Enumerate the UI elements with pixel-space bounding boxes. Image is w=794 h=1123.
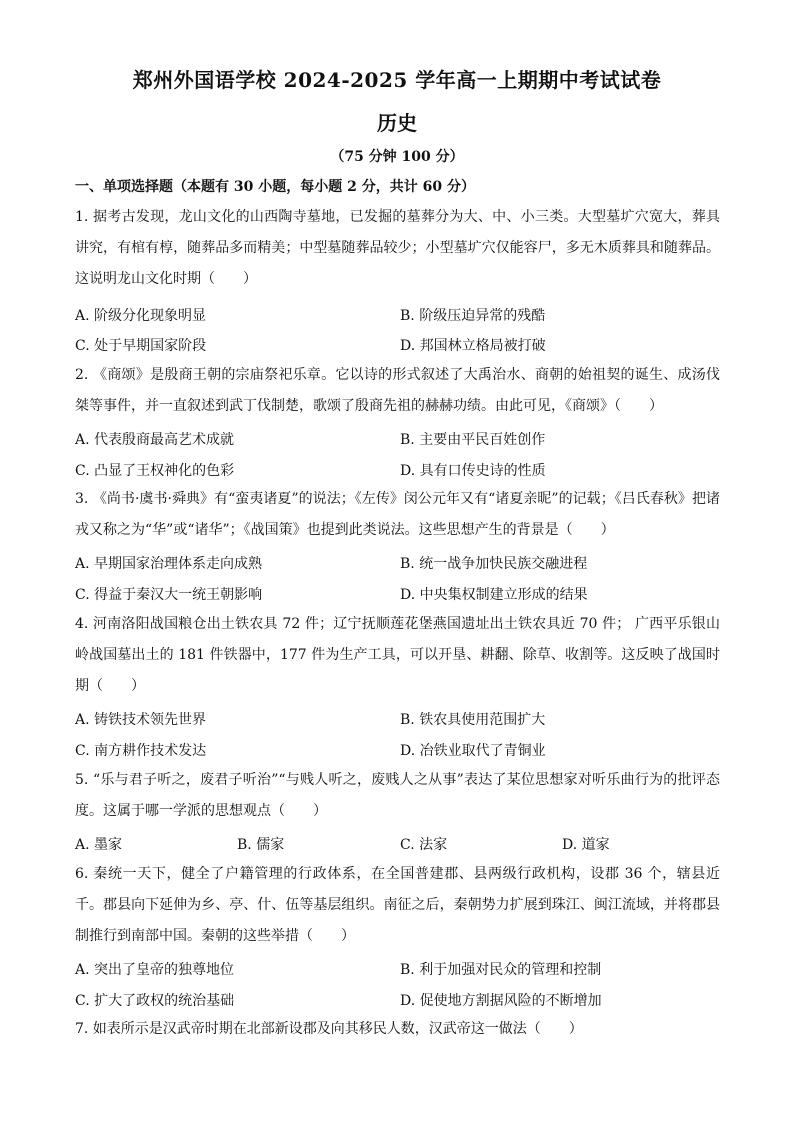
question-4-option-a: A. 铸铁技术领先世界 [75,712,207,728]
question-1-option-c: C. 处于早期国家阶段 [75,338,207,354]
exam-title: 郑州外国语学校 2024-2025 学年高一上期期中考试试卷 [132,68,662,92]
section-heading: 一、单项选择题（本题有 30 小题，每小题 2 分，共计 60 分） [75,179,475,195]
question-4-stem: 4. 河南洛阳战国粮仓出土铁农具 72 件；辽宁抚顺莲花堡燕国遗址出土铁农具近 70 件； 广西平乐银山岭战国墓出土的 181 件铁器中，177 件为生产工具，可以开垦、耕翻、除草、收割等。这反映了战国时期（ ） [75,616,720,694]
question-5-stem: 5. “乐与君子听之，废君子听治”“与贱人听之，废贱人之从事”表达了某位思想家对听乐曲行为的批评态度。这属于哪一学派的思想观点（ ） [75,772,720,819]
question-3-option-a: A. 早期国家治理体系走向成熟 [75,556,263,572]
question-5-option-b: B. 儒家 [237,837,285,853]
question-5-option-d: D. 道家 [562,837,610,853]
question-3-option-d: D. 中央集权制建立形成的结果 [400,587,588,603]
question-4-option-d: D. 冶铁业取代了青铜业 [400,743,546,759]
question-6-option-c: C. 扩大了政权的统治基础 [75,993,235,1009]
question-1-option-a: A. 阶级分化现象明显 [75,308,207,324]
question-3-stem: 3. 《尚书·虞书·舜典》有“蛮夷诸夏”的说法；《左传》闵公元年又有“诸夏亲昵”的记载；《吕氏春秋》把诸戎又称之为“华”或“诸华”；《战国策》也提到此类说法。这些思想产生的背景是（ ） [75,491,720,538]
question-2-option-d: D. 具有口传史诗的性质 [400,463,546,479]
question-2-stem: 2. 《商颂》是殷商王朝的宗庙祭祀乐章。它以诗的形式叙述了大禹治水、商朝的始祖契的诞生、成汤伐桀等事件，并一直叙述到武丁伐制楚，歌颂了殷商先祖的赫赫功绩。由此可见，《商颂》（ ） [75,367,720,414]
question-1-option-b: B. 阶级压迫异常的残酷 [400,308,546,324]
question-6-option-a: A. 突出了皇帝的独尊地位 [75,962,235,978]
exam-info: （75 分钟 100 分） [330,149,464,165]
question-7-stem: 7. 如表所示是汉武帝时期在北部新设郡及向其移民人数，汉武帝这一做法（ ） [75,1021,583,1037]
question-2-option-c: C. 凸显了王权神化的色彩 [75,463,235,479]
question-2-option-b: B. 主要由平民百姓创作 [400,432,546,448]
question-4-option-c: C. 南方耕作技术发达 [75,743,207,759]
question-5-option-a: A. 墨家 [75,837,123,853]
question-3-option-c: C. 得益于秦汉大一统王朝影响 [75,587,263,603]
question-2-option-a: A. 代表殷商最高艺术成就 [75,432,235,448]
question-6-option-d: D. 促使地方割据风险的不断增加 [400,993,602,1009]
question-3-option-b: B. 统一战争加快民族交融进程 [400,556,588,572]
question-1-stem: 1. 据考古发现，龙山文化的山西陶寺墓地，已发掘的墓葬分为大、中、小三类。大型墓圹穴宽大，葬具讲究，有棺有椁，随葬品多而精美；中型墓随葬品较少；小型墓圹穴仅能容尸，多无木质葬具和随葬品。这说明龙山文化时期（ ） [75,209,720,287]
question-1-option-d: D. 邦国林立格局被打破 [400,338,546,354]
subject-title: 历史 [377,111,417,135]
question-4-option-b: B. 铁农具使用范围扩大 [400,712,546,728]
question-6-option-b: B. 利于加强对民众的管理和控制 [400,962,602,978]
question-6-stem: 6. 秦统一天下，健全了户籍管理的行政体系，在全国普建郡、县两级行政机构，设郡 36 个，辖县近千。郡县向下延伸为乡、亭、什、伍等基层组织。南征之后，秦朝势力扩展到珠江、闽江流域，并将郡县制推行到南部中国。秦朝的这些举措（ ） [75,866,720,944]
question-5-option-c: C. 法家 [400,837,448,853]
